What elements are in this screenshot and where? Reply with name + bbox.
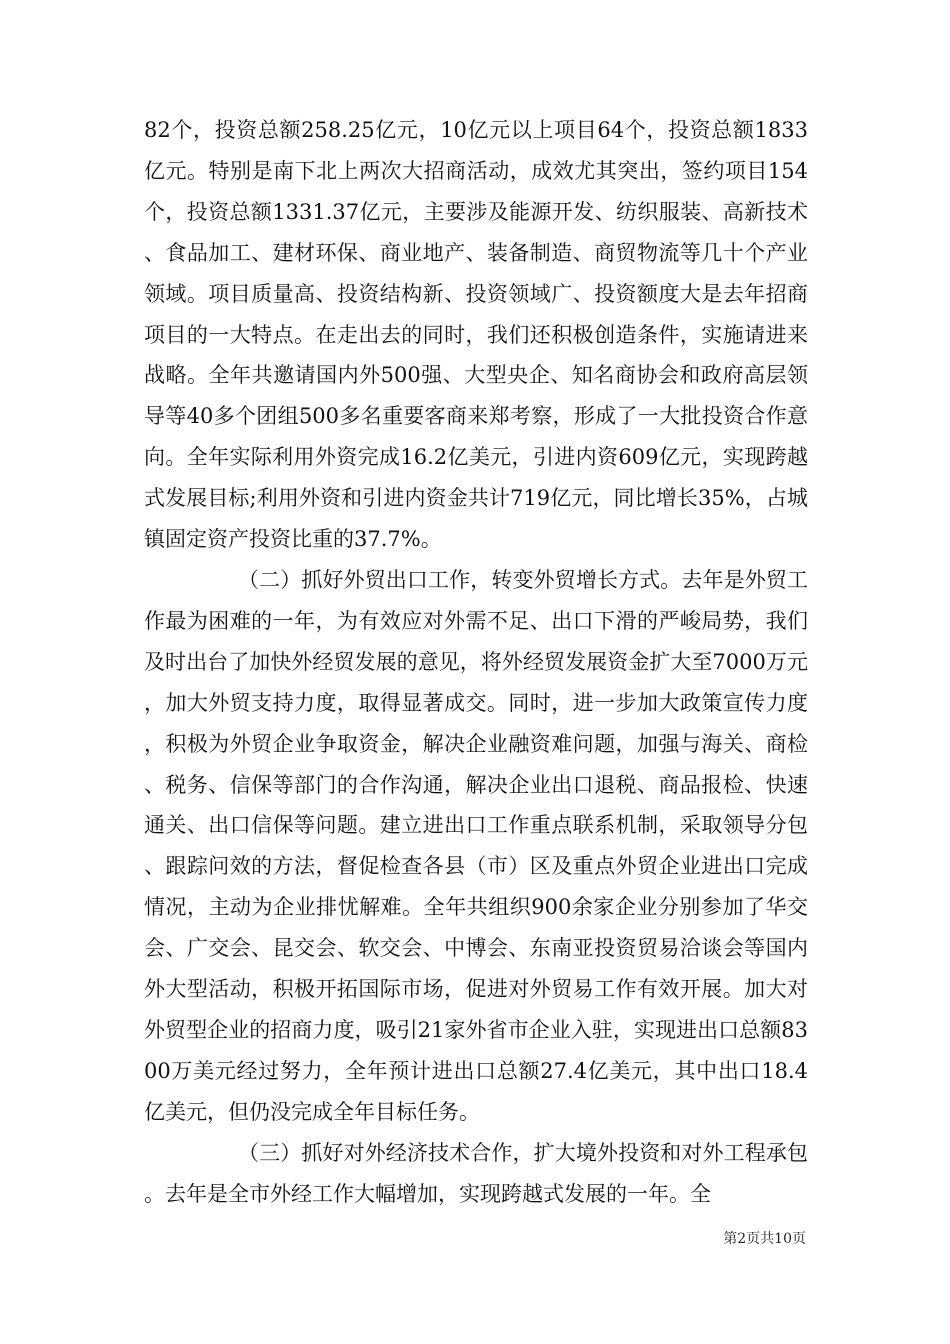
paragraph-economic-cooperation: （三）抓好对外经济技术合作，扩大境外投资和对外工程承包。去年是全市外经工作大幅增加，实现跨越式发展的一年。全 (144, 1140, 808, 1206)
paragraph-foreign-trade: （二）抓好外贸出口工作，转变外贸增长方式。去年是外贸工作最为困难的一年，为有效应对外需不足、出口下滑的严峻局势，我们及时出台了加快外经贸发展的意见，将外经贸发展资金扩大至7000万元，加大外贸支持力度，取得显著成交。同时，进一步加大政策宣传力度，积极为外贸企业争取资金，解决企业融资难问题，加强与海关、商检、税务、信保等部门的合作沟通，解决企业出口退税、商品报检、快速通关、出口信保等问题。建立进出口工作重点联系机制，采取领导分包、跟踪问效的方法，督促检查各县（市）区及重点外贸企业进出口完成情况，主动为企业排忧解难。全年共组织900余家企业分别参加了华交会、广交会、昆交会、软交会、中博会、东南亚投资贸易洽谈会等国内外大型活动，积极开拓国际市场，促进对外贸易工作有效开展。加大对外贸型企业的招商力度，吸引21家外省市企业入驻，实现进出口总额8300万美元经过努力，全年预计进出口总额27.4亿美元，其中出口18.4亿美元，但仍没完成全年目标任务。 (144, 567, 808, 1124)
document-body (144, 110, 808, 1214)
paragraph-investment-summary: 82个，投资总额258.25亿元，10亿元以上项目64个，投资总额1833亿元。特别是南下北上两次大招商活动，成效尤其突出，签约项目154个，投资总额1331.37亿元，主要涉及能源开发、纺织服装、高新技术、食品加工、建材环保、商业地产、装备制造、商贸物流等几十个产业领域。项目质量高、投资结构新、投资领域广、投资额度大是去年招商项目的一大特点。在走出去的同时，我们还积极创造条件，实施请进来战略。全年共邀请国内外500强、大型央企、知名商协会和政府高层领导等40多个团组500多名重要客商来郑考察，形成了一大批投资合作意向。全年实际利用外资完成16.2亿美元，引进内资609亿元，实现跨越式发展目标;利用外资和引进内资金共计719亿元，同比增长35%，占城镇固定资产投资比重的37.7%。 (144, 118, 808, 552)
page-number: 第2页共10页 (723, 1231, 806, 1247)
